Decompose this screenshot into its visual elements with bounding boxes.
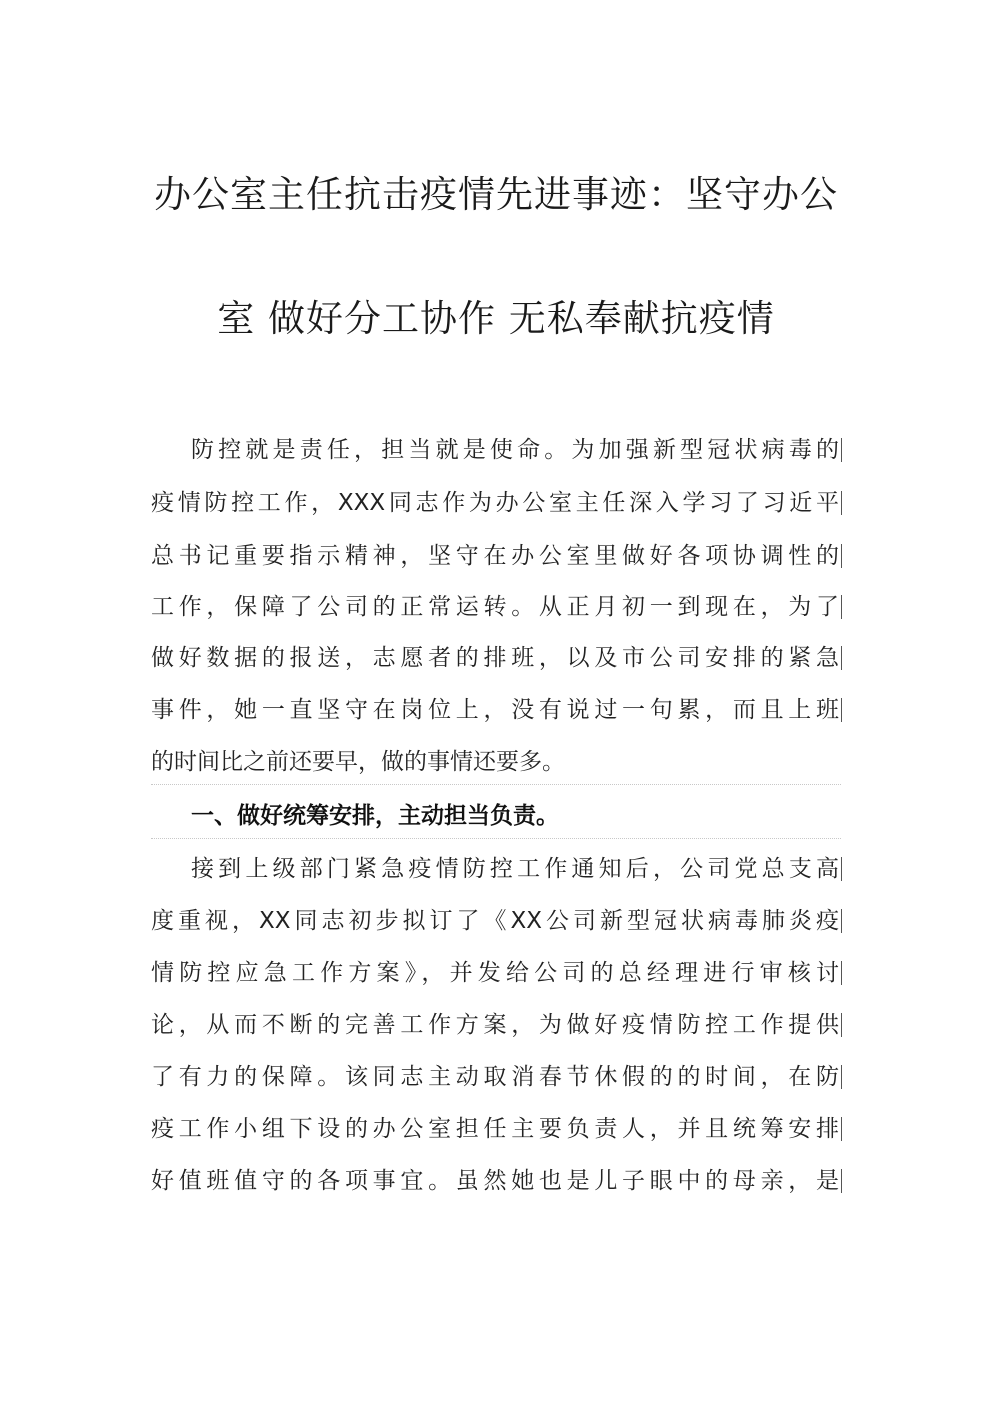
paragraph-2-line: 疫工作小组下设的办公室担任主要负责人，并且统筹安排 [151,1116,839,1142]
margin-marker [841,1013,842,1037]
paragraph-2-line: 了有力的保障。该同志主动取消春节休假的的时间，在防 [151,1064,839,1090]
margin-marker [841,909,842,933]
margin-marker [841,1065,842,1089]
section-heading-1: 一、做好统筹安排，主动担当负责。 [191,803,559,829]
paragraph-2-line: 好值班值守的各项事宜。虽然她也是儿子眼中的母亲，是 [151,1168,839,1194]
paragraph-2-line: 情防控应急工作方案》，并发给公司的总经理进行审核讨 [151,960,839,986]
paragraph-1-line: 总书记重要指示精神，坚守在办公室里做好各项协调性的 [151,543,839,569]
section-divider [151,784,841,785]
section-divider [151,838,841,839]
margin-marker [841,1117,842,1141]
paragraph-1-line: 防控就是责任，担当就是使命。为加强新型冠状病毒的 [191,437,839,463]
paragraph-1-line: 工作，保障了公司的正常运转。从正月初一到现在，为了 [151,594,839,620]
paragraph-1-line: 疫情防控工作，XXX同志作为办公室主任深入学习了习近平 [151,490,839,516]
margin-marker [841,698,842,722]
margin-marker [841,1169,842,1193]
margin-marker [841,595,842,619]
margin-marker [841,857,842,881]
document-title-line-2: 室 做好分工协作 无私奉献抗疫情 [217,297,775,340]
paragraph-1-line: 的时间比之前还要早，做的事情还要多。 [151,749,565,775]
margin-marker [841,646,842,670]
paragraph-1-line: 做好数据的报送，志愿者的排班，以及市公司安排的紧急 [151,645,839,671]
paragraph-2-line: 论，从而不断的完善工作方案，为做好疫情防控工作提供 [151,1012,839,1038]
margin-marker [841,438,842,462]
document-title-line-1: 办公室主任抗击疫情先进事迹：坚守办公 [154,173,838,216]
margin-marker [841,491,842,515]
margin-marker [841,961,842,985]
paragraph-2-line: 度重视，XX同志初步拟订了《XX公司新型冠状病毒肺炎疫 [151,908,839,934]
paragraph-1-line: 事件，她一直坚守在岗位上，没有说过一句累，而且上班 [151,697,839,723]
margin-marker [841,544,842,568]
paragraph-2-line: 接到上级部门紧急疫情防控工作通知后，公司党总支高 [191,856,839,882]
